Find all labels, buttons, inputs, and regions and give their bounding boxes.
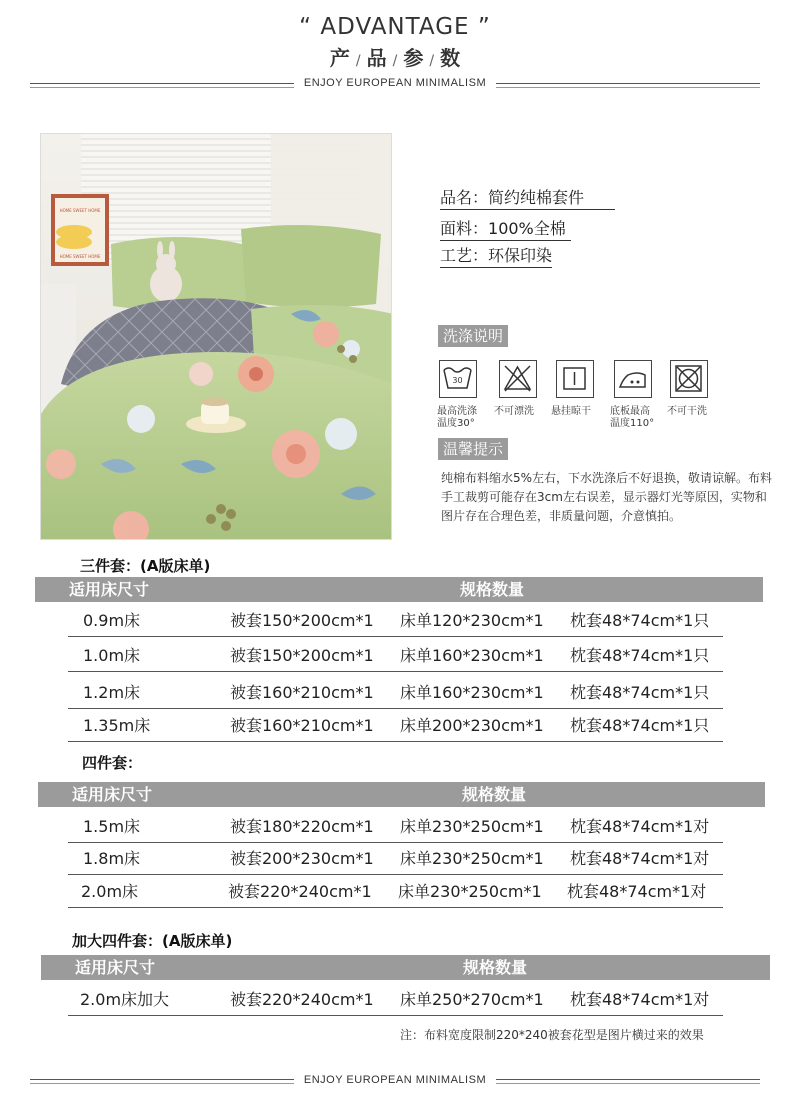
col-spec: 规格数量 xyxy=(463,958,528,977)
spec-name: 品名：简约纯棉套件 xyxy=(440,185,615,210)
notice-text: 纯棉布料缩水5%左右，下水洗涤后不好退换，敬请谅解。布料手工裁剪可能存在3cm左右误差，显示器灯光等原因，实物和图片存在合理色差，非质量问题，介意慎拍。 xyxy=(441,471,773,523)
col-bed-size: 适用床尺寸 xyxy=(72,785,153,804)
care-title: 洗涤说明 xyxy=(438,325,508,347)
table-row: 1.0m床 被套150*200cm*1 床单160*230cm*1 枕套48*74cm*1只 xyxy=(68,640,723,672)
title-cn-char: 数 xyxy=(440,46,461,70)
no-bleach-icon xyxy=(499,360,537,398)
table-title-3pc: 三件套：(A版床单) xyxy=(80,557,211,575)
table-row: 0.9m床 被套150*200cm*1 床单120*230cm*1 枕套48*74cm*1只 xyxy=(68,605,723,637)
spec-process: 工艺：环保印染 xyxy=(440,243,552,268)
care-label-bleach: 不可漂洗 xyxy=(494,406,534,417)
title-cn-char: 参 xyxy=(403,46,424,70)
care-label-wash: 最高洗涤 温度30° xyxy=(437,406,477,429)
table-row: 1.2m床 被套160*210cm*1 床单160*230cm*1 枕套48*74cm*1只 xyxy=(68,677,723,709)
wash-30-icon xyxy=(439,360,477,398)
bedding-illustration xyxy=(41,134,392,540)
col-bed-size: 适用床尺寸 xyxy=(69,580,150,599)
hang-dry-icon xyxy=(556,360,594,398)
footer-tagline: ENJOY EUROPEAN MINIMALISM xyxy=(0,1074,790,1086)
title-en: “ ADVANTAGE ” xyxy=(299,14,491,40)
care-label-iron: 底板最高 温度110° xyxy=(610,406,655,429)
care-label-dry: 悬挂晾干 xyxy=(551,406,591,417)
product-photo xyxy=(40,133,392,540)
no-tumble-dry-icon xyxy=(670,360,708,398)
title-cn-char: 产 xyxy=(329,46,350,70)
table-header-3pc xyxy=(35,577,763,602)
wash-temp-label: 30 xyxy=(452,376,463,385)
care-label-dryclean: 不可干洗 xyxy=(667,406,707,417)
notice-title: 温馨提示 xyxy=(438,438,508,460)
spec-fabric: 面料：100%全棉 xyxy=(440,216,571,241)
title-cn: 产 / 品 / 参 / 数 xyxy=(329,46,461,70)
footnote: 注：布料宽度限制220*240被套花型是图片横过来的效果 xyxy=(400,1028,704,1042)
table-row: 1.35m床 被套160*210cm*1 床单200*230cm*1 枕套48*74cm*1只 xyxy=(68,710,723,742)
table-row: 1.8m床 被套200*230cm*1 床单230*250cm*1 枕套48*74cm*1对 xyxy=(68,843,723,875)
table-row: 2.0m床加大 被套220*240cm*1 床单250*270cm*1 枕套48*74cm*1对 xyxy=(68,984,723,1016)
col-spec: 规格数量 xyxy=(462,785,527,804)
table-title-4pc-large: 加大四件套：(A版床单) xyxy=(72,932,233,950)
iron-icon xyxy=(614,360,652,398)
table-header-4pc-large xyxy=(41,955,770,980)
table-title-4pc: 四件套： xyxy=(82,754,143,772)
sign-text-top: HOME SWEET HOME xyxy=(59,208,101,213)
col-bed-size: 适用床尺寸 xyxy=(75,958,156,977)
title-cn-char: 品 xyxy=(366,46,387,70)
col-spec: 规格数量 xyxy=(460,580,525,599)
table-row: 2.0m床 被套220*240cm*1 床单230*250cm*1 枕套48*74cm*1对 xyxy=(68,876,723,908)
table-row: 1.5m床 被套180*220cm*1 床单230*250cm*1 枕套48*74cm*1对 xyxy=(68,811,723,843)
header-tagline: ENJOY EUROPEAN MINIMALISM xyxy=(0,77,790,89)
page-header xyxy=(0,0,790,100)
sign-text-bottom: HOME SWEET HOME xyxy=(59,254,101,259)
table-header-4pc xyxy=(38,782,765,807)
